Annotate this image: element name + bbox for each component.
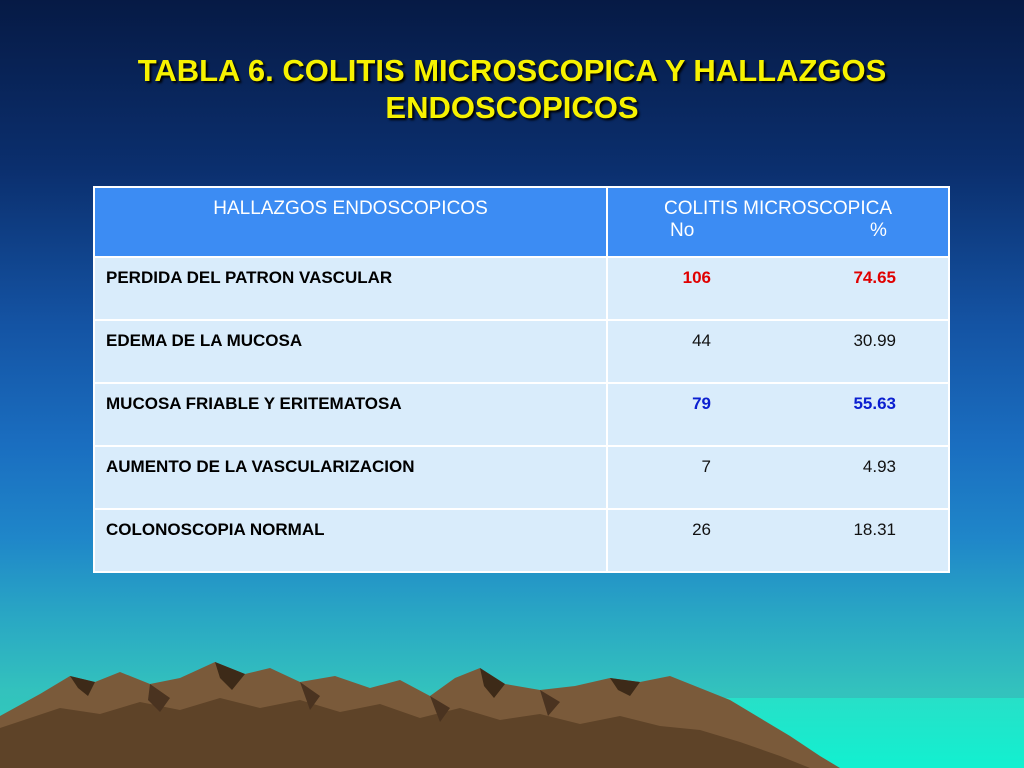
mountain-landscape [0, 638, 1024, 768]
row-values [607, 383, 949, 446]
header-findings-label: HALLAZGOS ENDOSCOPICOS [213, 198, 488, 219]
row-no: 44 [692, 331, 711, 350]
header-findings [94, 187, 607, 257]
row-values [607, 509, 949, 572]
table-row [94, 383, 949, 446]
findings-table [93, 186, 950, 573]
table-header-row [94, 187, 949, 257]
row-label: AUMENTO DE LA VASCULARIZACION [94, 446, 607, 509]
slide-title-line-1: TABLA 6. COLITIS MICROSCOPICA Y HALLAZGOS [137, 53, 887, 88]
row-pct: 18.31 [853, 520, 896, 539]
row-label: EDEMA DE LA MUCOSA [94, 320, 607, 383]
header-no-label: No [670, 220, 695, 241]
row-no: 79 [692, 394, 711, 413]
row-pct: 30.99 [853, 331, 896, 350]
row-pct: 55.63 [853, 394, 896, 413]
row-values [607, 446, 949, 509]
row-label: PERDIDA DEL PATRON VASCULAR [94, 257, 607, 320]
row-pct: 4.93 [862, 457, 896, 476]
header-pct-label: % [870, 220, 887, 241]
slide-title-line-2: ENDOSCOPICOS [385, 90, 639, 125]
table-row [94, 320, 949, 383]
row-values [607, 257, 949, 320]
row-pct: 74.65 [853, 268, 896, 287]
row-no: 26 [692, 520, 711, 539]
row-label: COLONOSCOPIA NORMAL [94, 509, 607, 572]
table-row [94, 446, 949, 509]
table-row [94, 509, 949, 572]
slide-title [0, 52, 1024, 126]
row-label: MUCOSA FRIABLE Y ERITEMATOSA [94, 383, 607, 446]
row-no: 7 [701, 457, 711, 476]
row-no: 106 [682, 268, 711, 287]
header-microscopic-colitis-label: COLITIS MICROSCOPICA [663, 198, 893, 219]
table-row [94, 257, 949, 320]
row-values [607, 320, 949, 383]
header-microscopic-colitis [607, 187, 949, 257]
